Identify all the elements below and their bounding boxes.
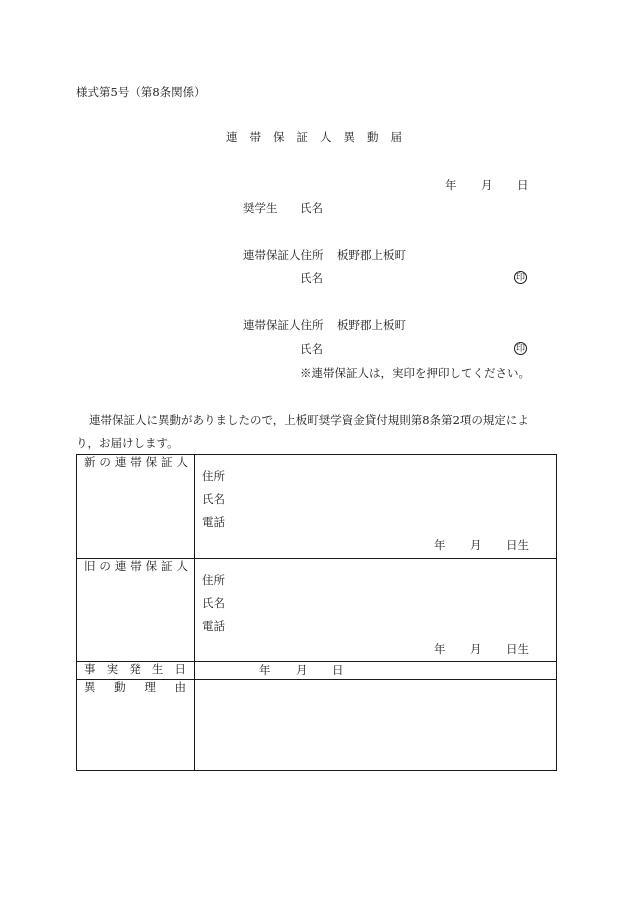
- body-text-line1: 連帯保証人に異動がありましたので，上板町奨学資金貸付規則第8条第2項の規定によ: [89, 413, 529, 427]
- old-birth-day: 日生: [506, 642, 529, 656]
- new-guarantor-details[interactable]: [195, 455, 557, 559]
- occurrence-month: 月: [296, 663, 308, 677]
- seal-note: ※連帯保証人は，実印を押印してください。: [300, 366, 530, 380]
- guarantor1-seal-icon: 印: [515, 273, 525, 283]
- date-day: 日: [517, 178, 529, 192]
- occurrence-year: 年: [259, 663, 271, 677]
- date-year: 年: [445, 178, 457, 192]
- new-guarantor-row: [77, 455, 557, 559]
- old-birth-year: 年: [434, 642, 446, 656]
- occurrence-date-label: 事 実 発 生 日: [77, 662, 195, 680]
- old-birth-month: 月: [470, 642, 482, 656]
- new-phone-label: 電話: [202, 515, 225, 529]
- occurrence-date-row: [77, 662, 557, 680]
- old-guarantor-row: [77, 559, 557, 662]
- student-name-label: 氏名: [300, 201, 323, 215]
- date-month: 月: [481, 178, 493, 192]
- guarantor1-address: 板野郡上板町: [337, 248, 406, 262]
- body-text-line2: り，お届けします。: [76, 436, 179, 450]
- reason-label: 異 動 理 由: [77, 680, 195, 771]
- reason-value[interactable]: [195, 680, 557, 771]
- new-address-label: 住所: [202, 469, 225, 483]
- new-guarantor-label: 新 の 連 帯 保 証 人: [77, 455, 195, 559]
- guarantor1-name-label: 氏名: [300, 271, 323, 285]
- guarantor2-name-label: 氏名: [300, 342, 323, 356]
- guarantor-change-table: [76, 454, 557, 771]
- old-address-label: 住所: [202, 573, 225, 587]
- occurrence-date-value[interactable]: [195, 662, 557, 680]
- old-name-label: 氏名: [202, 596, 225, 610]
- guarantor2-seal-icon: 印: [515, 344, 525, 354]
- new-name-label: 氏名: [202, 492, 225, 506]
- reason-row: [77, 680, 557, 771]
- student-label: 奨学生: [243, 201, 278, 215]
- form-number: 様式第5号（第8条関係）: [76, 85, 206, 99]
- occurrence-day: 日: [332, 663, 344, 677]
- guarantor1-address-label: 連帯保証人住所: [243, 248, 324, 262]
- old-guarantor-label: 旧 の 連 帯 保 証 人: [77, 559, 195, 662]
- guarantor2-address-label: 連帯保証人住所: [243, 318, 324, 332]
- new-birth-month: 月: [470, 538, 482, 552]
- old-guarantor-details[interactable]: [195, 559, 557, 662]
- guarantor2-address: 板野郡上板町: [337, 318, 406, 332]
- new-birth-year: 年: [434, 538, 446, 552]
- old-phone-label: 電話: [202, 619, 225, 633]
- document-title: 連 帯 保 証 人 異 動 届: [226, 130, 402, 144]
- new-birth-day: 日生: [506, 538, 529, 552]
